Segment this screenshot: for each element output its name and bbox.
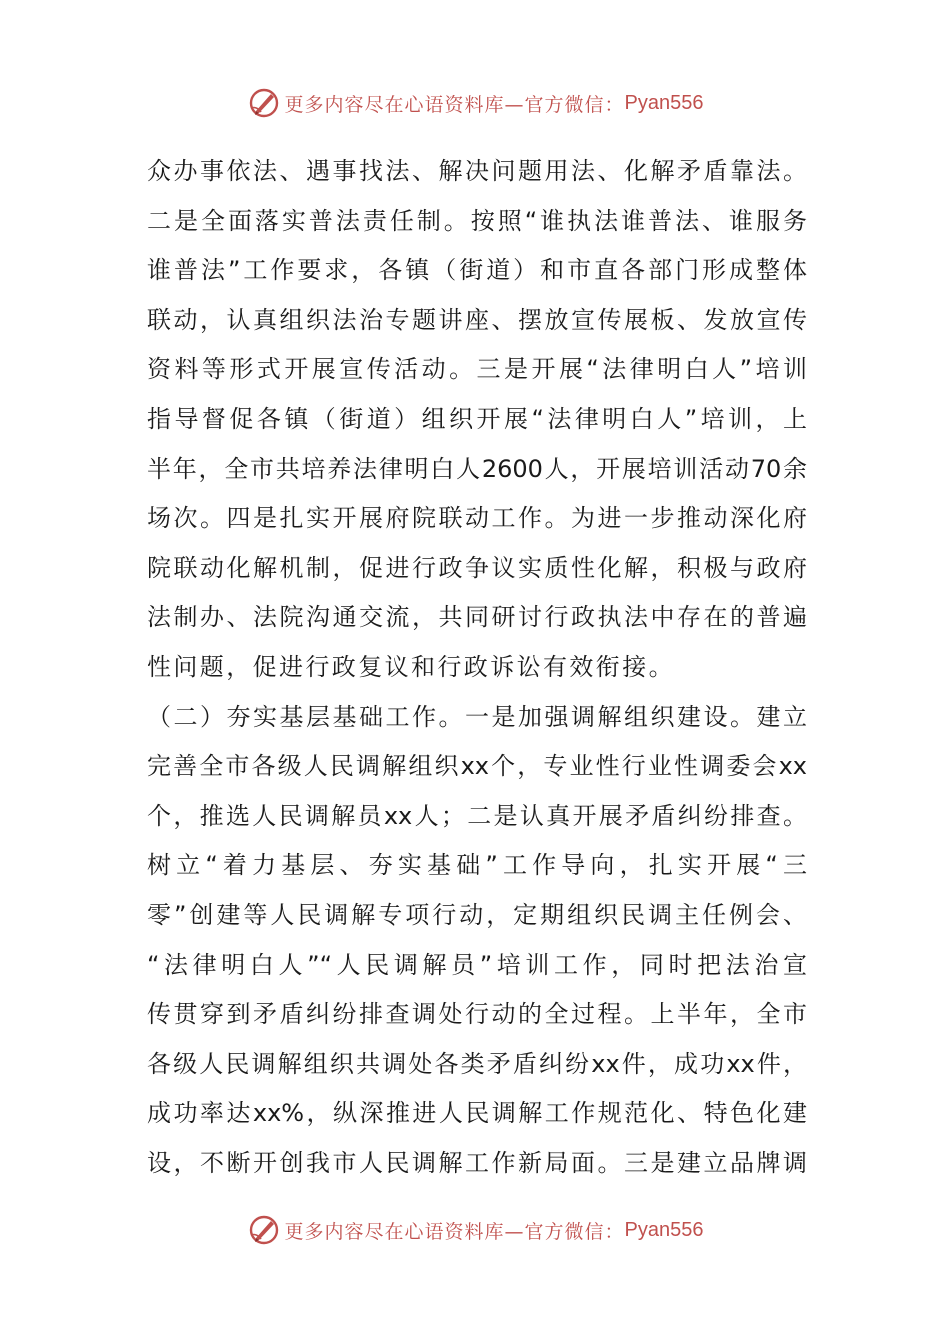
body-line: 场次。四是扎实开展府院联动工作。为进一步推动深化府 (147, 504, 807, 533)
body-line: 资料等形式开展宣传活动。三是开展“法律明白人”培训 (147, 355, 807, 384)
body-line: 个，推选人民调解员xx人；二是认真开展矛盾纠纷排查。 (147, 801, 807, 830)
body-line: 完善全市各级人民调解组织xx个，专业性行业性调委会xx (147, 752, 807, 781)
body-line: 众办事依法、遇事找法、解决问题用法、化解矛盾靠法。 (147, 157, 807, 185)
body-line: 法制办、法院沟通交流，共同研讨行政执法中存在的普遍 (147, 603, 807, 632)
body-line: 零”创建等人民调解专项行动，定期组织民调主任例会、 (147, 900, 807, 929)
body-line: 树立“着力基层、夯实基础”工作导向，扎实开展“三 (147, 851, 807, 880)
footer-banner (0, 1213, 950, 1247)
body-line: 成功率达xx%，纵深推进人民调解工作规范化、特色化建 (147, 1099, 807, 1128)
header-banner-text: 更多内容尽在心语资料库—官方微信： (284, 93, 625, 116)
body-line: 谁普法”工作要求，各镇（街道）和市直各部门形成整体 (147, 256, 807, 285)
document-body (147, 147, 807, 1188)
body-line: 各级人民调解组织共调处各类矛盾纠纷xx件，成功xx件， (147, 1049, 807, 1078)
body-line: 指导督促各镇（街道）组织开展“法律明白人”培训，上 (147, 404, 807, 433)
header-banner (0, 86, 950, 120)
footer-banner-id: Pyan556 (624, 1218, 704, 1241)
pen-circle-logo-icon (247, 1213, 281, 1247)
body-line: 联动，认真组织法治专题讲座、摆放宣传展板、发放宣传 (147, 305, 807, 334)
footer-banner-text: 更多内容尽在心语资料库—官方微信： (284, 1220, 625, 1243)
body-line: 二是全面落实普法责任制。按照“谁执法谁普法、谁服务 (147, 206, 807, 235)
body-line: 院联动化解机制，促进行政争议实质性化解，积极与政府 (147, 553, 807, 582)
body-line: 传贯穿到矛盾纠纷排查调处行动的全过程。上半年，全市 (147, 1000, 807, 1029)
body-line: （二）夯实基层基础工作。一是加强调解组织建设。建立 (147, 702, 807, 731)
body-line: 性问题，促进行政复议和行政诉讼有效衔接。 (147, 652, 675, 681)
pen-circle-logo-icon (247, 86, 281, 120)
header-banner-id: Pyan556 (624, 91, 704, 114)
body-line: 设，不断开创我市人民调解工作新局面。三是建立品牌调 (147, 1148, 807, 1177)
body-line: “法律明白人”“人民调解员”培训工作，同时把法治宣 (147, 950, 807, 979)
body-line: 半年，全市共培养法律明白人2600人，开展培训活动70余 (147, 454, 807, 483)
